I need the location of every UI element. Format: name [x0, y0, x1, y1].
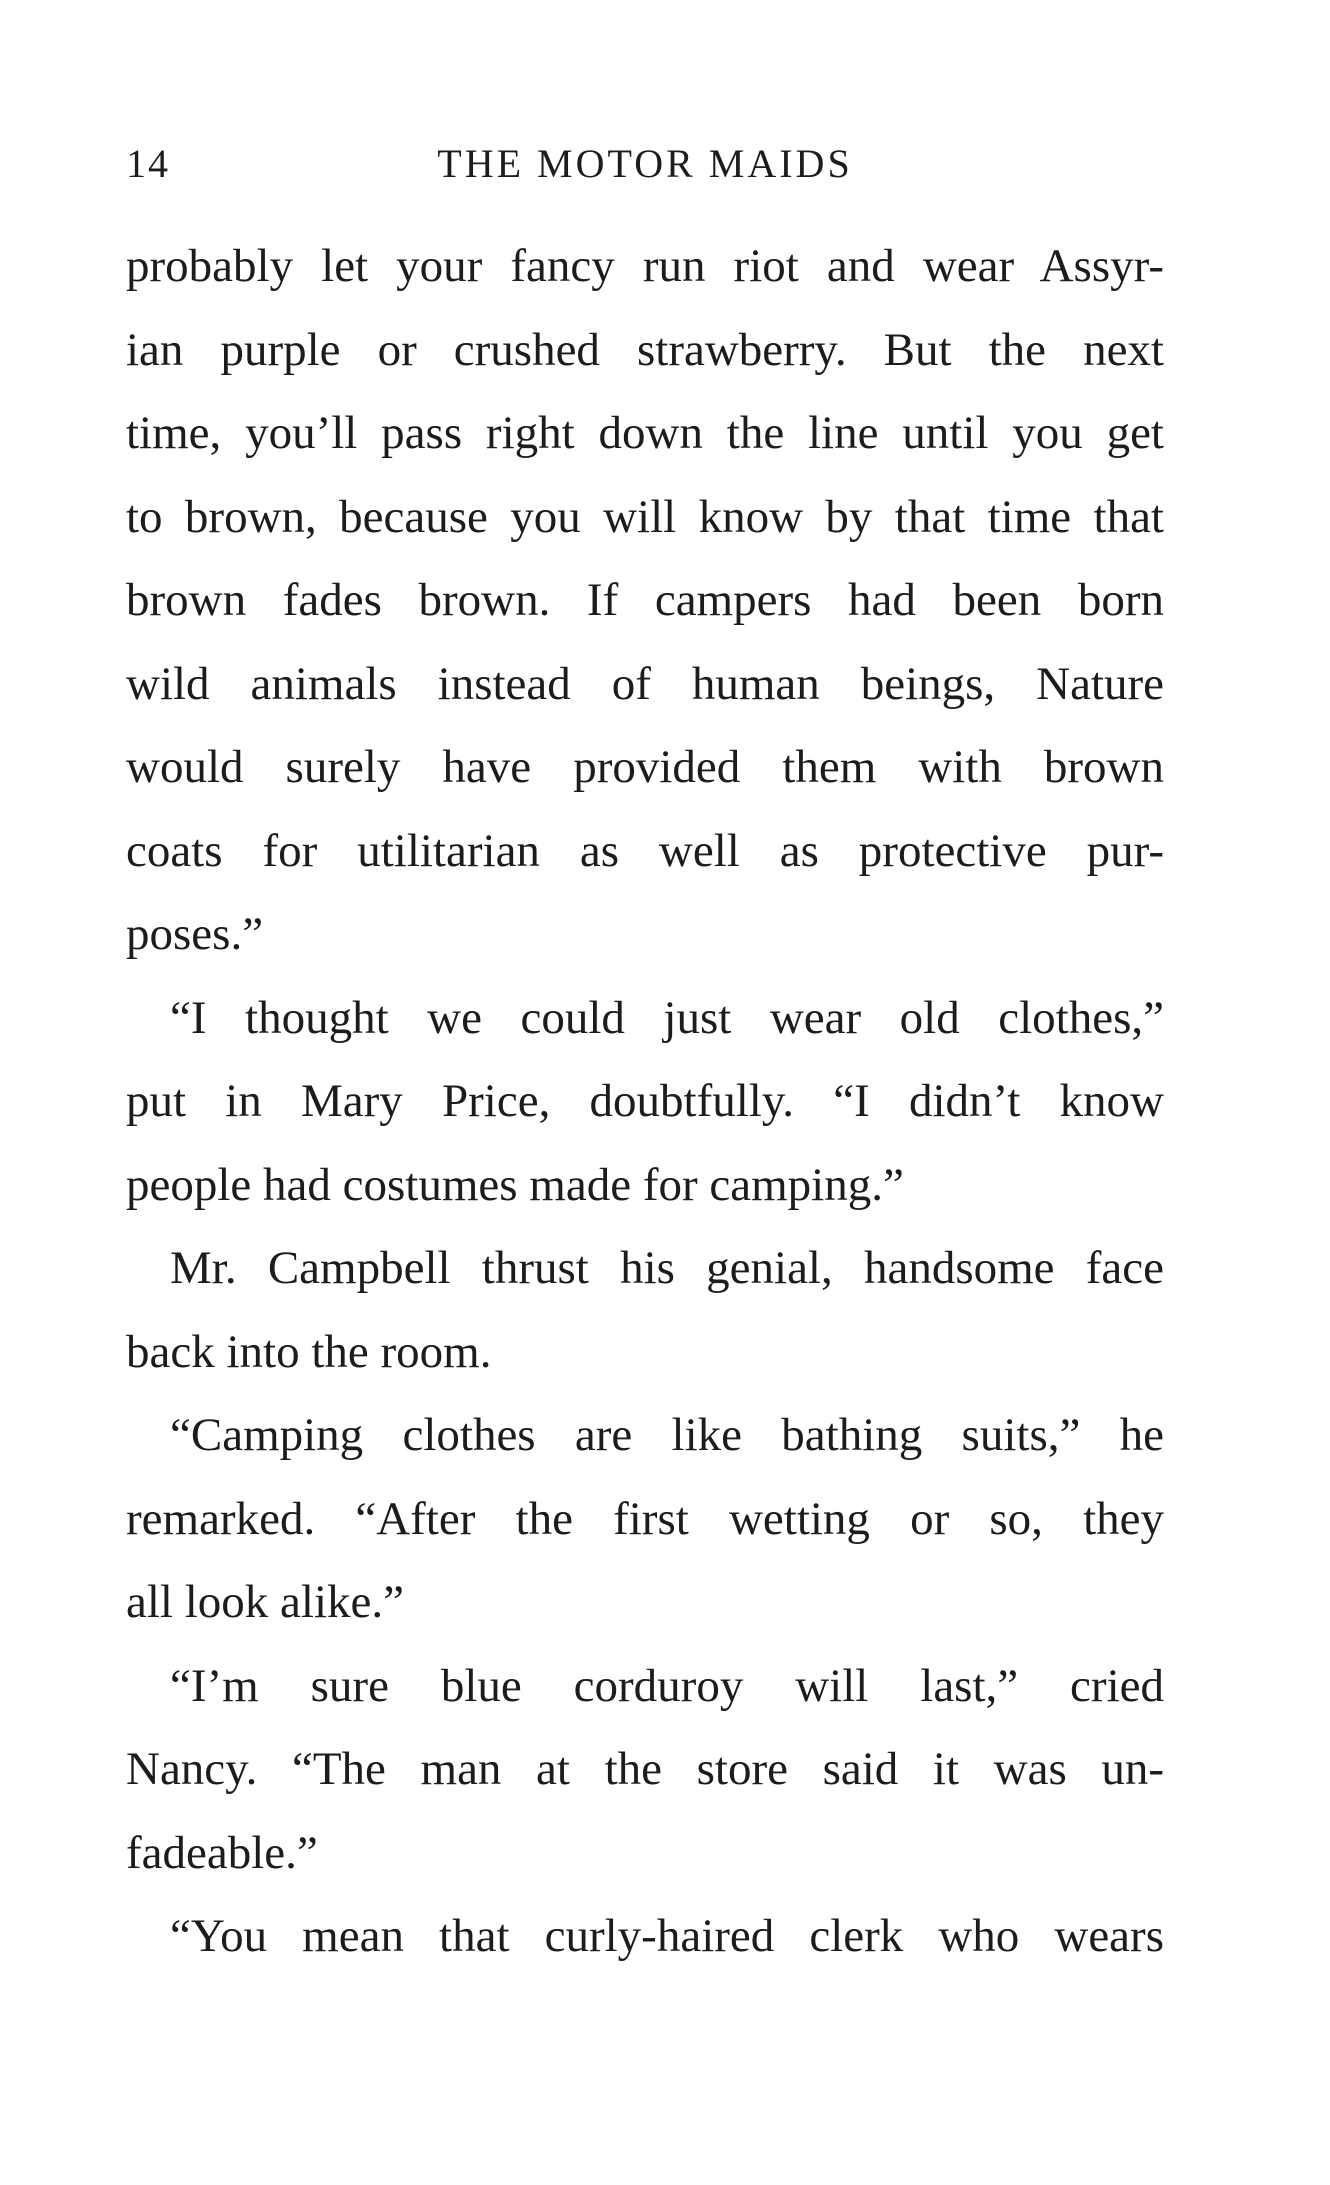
text-line: fadeable.”	[126, 1826, 318, 1879]
text-line: probably let your fancy run riot and wear Assyr-	[126, 240, 1164, 292]
text-line: put in Mary Price, doubtfully. “I didn’t know	[126, 1075, 1164, 1127]
text-line: Nancy. “The man at the store said it was un-	[126, 1743, 1164, 1795]
text-line: poses.”	[126, 908, 264, 960]
body-text	[126, 225, 1164, 1979]
page-number: 14	[126, 141, 170, 186]
text-line: “You mean that curly-haired clerk who wears	[170, 1910, 1164, 1962]
text-line: “I thought we could just wear old clothes,”	[170, 991, 1164, 1044]
text-line: all look alike.”	[126, 1576, 404, 1628]
text-line: “I’m sure blue corduroy will last,” cried	[170, 1659, 1164, 1712]
text-line: would surely have provided them with brown	[126, 741, 1164, 793]
page-header	[126, 140, 1164, 190]
text-line: brown fades brown. If campers had been born	[126, 574, 1164, 626]
text-line: time, you’ll pass right down the line until you get	[126, 407, 1164, 459]
text-line: Mr. Campbell thrust his genial, handsome face	[170, 1242, 1164, 1294]
text-line: ian purple or crushed strawberry. But the next	[126, 323, 1164, 376]
running-title: THE MOTOR MAIDS	[437, 141, 853, 186]
text-line: remarked. “After the first wetting or so, they	[126, 1492, 1164, 1545]
text-line: coats for utilitarian as well as protective pur-	[126, 824, 1164, 877]
text-line: back into the room.	[126, 1325, 492, 1378]
text-line: people had costumes made for camping.”	[126, 1158, 904, 1211]
text-line: to brown, because you will know by that time that	[126, 490, 1164, 543]
text-line: “Camping clothes are like bathing suits,” he	[170, 1409, 1164, 1461]
text-line: wild animals instead of human beings, Nature	[126, 657, 1164, 710]
